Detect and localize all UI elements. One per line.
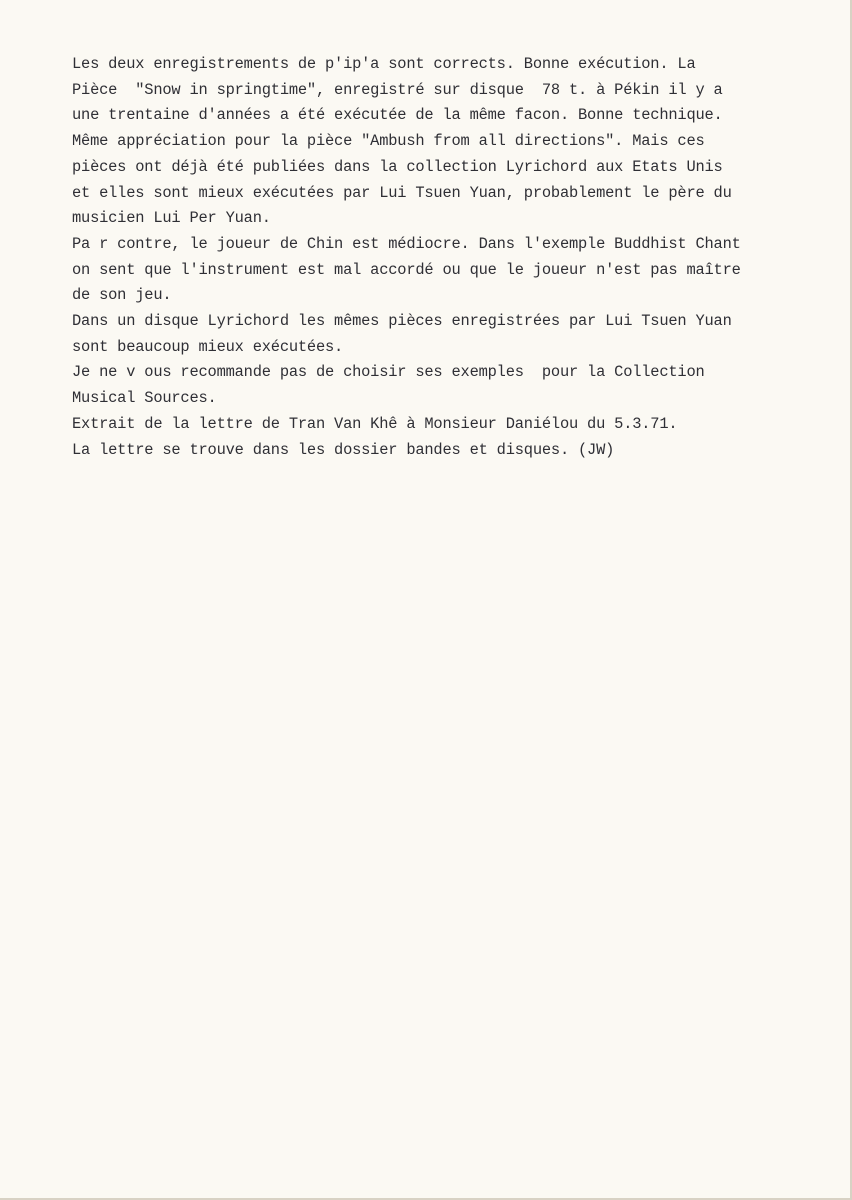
text-line: pièces ont déjà été publiées dans la collection Lyrichord aux Etats Unis xyxy=(72,157,723,176)
text-line: de son jeu. xyxy=(72,286,172,305)
typed-text-body xyxy=(72,52,832,463)
text-line: musicien Lui Per Yuan. xyxy=(72,209,271,228)
text-line: une trentaine d'années a été exécutée de la même facon. Bonne technique. xyxy=(72,106,723,125)
text-line: et elles sont mieux exécutées par Lui Tsuen Yuan, probablement le père du xyxy=(72,183,732,202)
text-line: Dans un disque Lyrichord les mêmes pièces enregistrées par Lui Tsuen Yuan xyxy=(72,312,732,331)
text-line: Pa r contre, le joueur de Chin est médiocre. Dans l'exemple Buddhist Chant xyxy=(72,234,741,253)
text-line: Je ne v ous recommande pas de choisir ses exemples pour la Collection xyxy=(72,363,705,382)
text-line: La lettre se trouve dans les dossier bandes et disques. (JW) xyxy=(72,440,615,459)
text-line: Les deux enregistrements de p'ip'a sont corrects. Bonne exécution. La xyxy=(72,55,696,73)
text-line: Musical Sources. xyxy=(72,389,217,408)
text-line: Pièce "Snow in springtime", enregistré sur disque 78 t. à Pékin il y a xyxy=(72,80,723,99)
text-line: on sent que l'instrument est mal accordé ou que le joueur n'est pas maître xyxy=(72,260,741,279)
text-line: sont beaucoup mieux exécutées. xyxy=(72,337,344,356)
text-line: Extrait de la lettre de Tran Van Khê à Monsieur Daniélou du 5.3.71. xyxy=(72,414,678,433)
text-line: Même appréciation pour la pièce "Ambush from all directions". Mais ces xyxy=(72,132,705,151)
